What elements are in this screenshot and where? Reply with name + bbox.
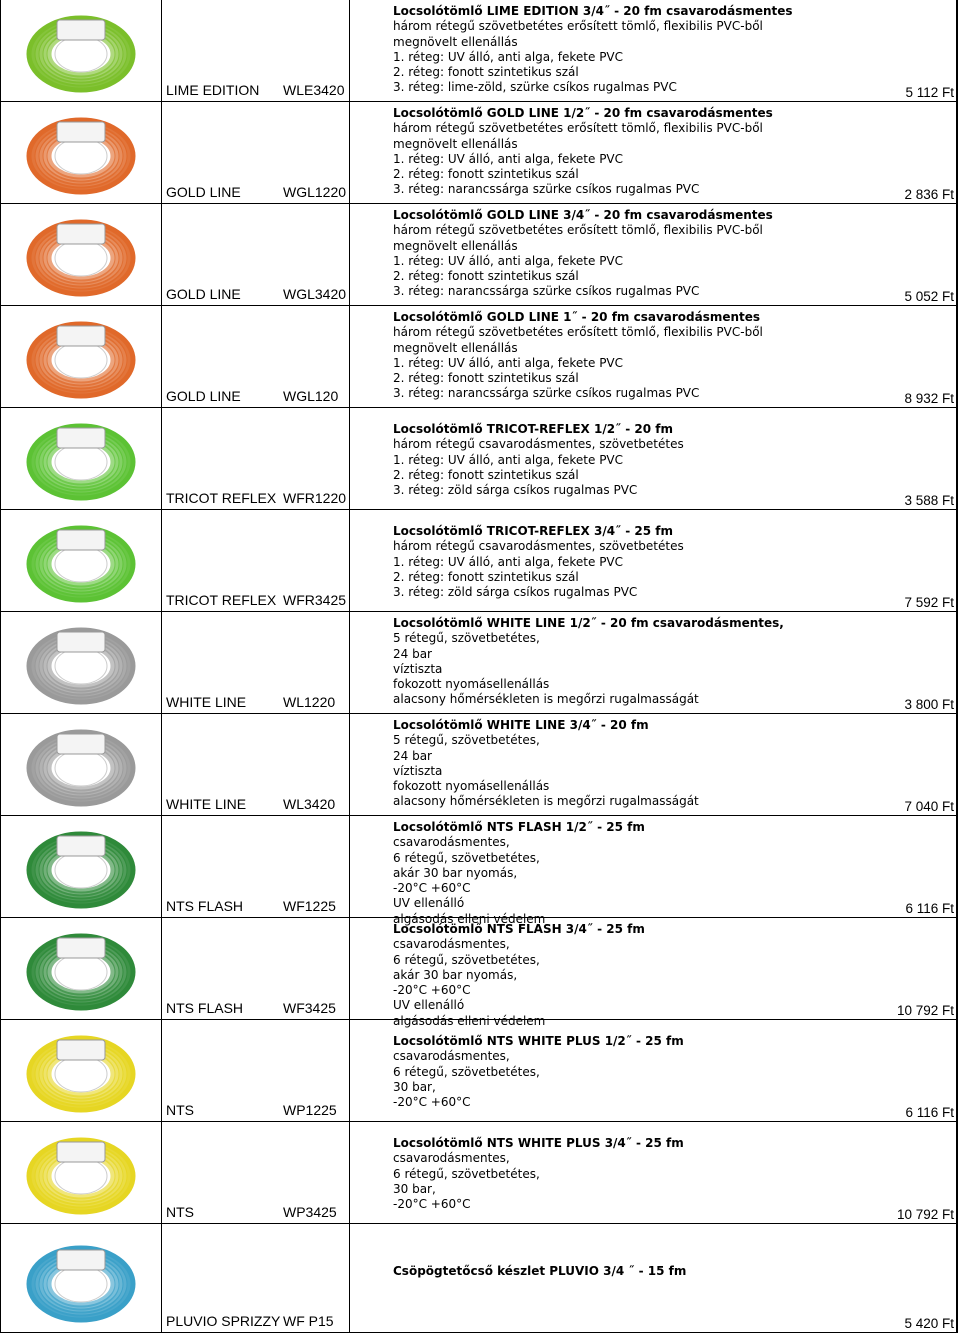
table-row xyxy=(0,1122,960,1224)
product-code-cell xyxy=(280,510,350,612)
product-name: NTS xyxy=(166,1102,194,1118)
description-line: csavarodásmentes, xyxy=(393,1151,510,1166)
product-name: TRICOT REFLEX xyxy=(166,490,277,506)
product-name: WHITE LINE xyxy=(166,796,247,812)
table-row xyxy=(0,714,960,816)
hose-reel-image xyxy=(21,516,141,606)
description-line: UV ellenálló xyxy=(393,896,465,911)
product-name-cell xyxy=(162,1224,280,1333)
product-name-cell xyxy=(162,612,280,714)
image-cell xyxy=(0,0,162,102)
product-code: WGL3420 xyxy=(283,286,347,302)
description-line: megnövelt ellenállás xyxy=(393,34,518,49)
hose-reel-image xyxy=(21,1236,141,1326)
price-cell xyxy=(828,306,958,408)
product-name: PLUVIO SPRIZZY xyxy=(166,1313,281,1329)
hose-reel-image xyxy=(21,108,141,198)
description-line: alacsony hőmérsékleten is megőrzi rugalmasságát xyxy=(393,692,699,707)
description-line: Locsolótömlő TRICOT-REFLEX 1/2˝ - 20 fm xyxy=(393,422,673,436)
product-name-cell xyxy=(162,204,280,306)
hose-reel-image xyxy=(21,414,141,504)
description-text-cell xyxy=(388,204,828,306)
description-text-cell xyxy=(388,1122,828,1224)
product-code-cell xyxy=(280,612,350,714)
price-cell xyxy=(828,1224,958,1333)
product-code-cell xyxy=(280,816,350,918)
product-price: 5 052 Ft xyxy=(904,289,954,304)
description-text-cell xyxy=(388,612,828,714)
product-code: WGL1220 xyxy=(283,184,347,200)
image-cell xyxy=(0,1122,162,1224)
product-name-cell xyxy=(162,408,280,510)
price-cell xyxy=(828,204,958,306)
price-cell xyxy=(828,816,958,918)
product-code: WL1220 xyxy=(283,694,336,710)
product-code-cell xyxy=(280,714,350,816)
description-text-cell xyxy=(388,816,828,926)
description-line: három rétegű csavarodásmentes, szövetbetétes xyxy=(393,437,684,452)
table-row xyxy=(0,408,960,510)
description-line: -20°C +60°C xyxy=(393,1197,471,1212)
hose-reel-image xyxy=(21,1026,141,1116)
description-cell xyxy=(350,306,388,408)
description-line: algásodás elleni védelem xyxy=(393,1013,546,1028)
product-code-cell xyxy=(280,0,350,102)
description-line: 1. réteg: UV álló, anti alga, fekete PVC xyxy=(393,49,624,64)
product-name: GOLD LINE xyxy=(166,184,241,200)
description-text-cell xyxy=(388,0,828,102)
price-cell xyxy=(828,918,958,1020)
description-line: 30 bar, xyxy=(393,1181,436,1196)
hose-reel-image xyxy=(21,618,141,708)
description-line: csavarodásmentes, xyxy=(393,937,510,952)
product-price: 5 112 Ft xyxy=(905,85,954,100)
product-name: NTS xyxy=(166,1204,194,1220)
product-price: 3 588 Ft xyxy=(904,493,954,508)
price-cell xyxy=(828,510,958,612)
description-line: 2. réteg: fonott szintetikus szál xyxy=(393,371,579,386)
description-text-cell xyxy=(388,1224,828,1333)
description-cell xyxy=(350,102,388,204)
product-name-cell xyxy=(162,918,280,1020)
description-line: -20°C +60°C xyxy=(393,1095,471,1110)
description-cell xyxy=(350,918,388,1020)
product-name-cell xyxy=(162,816,280,918)
product-price: 3 800 Ft xyxy=(904,697,954,712)
price-cell xyxy=(828,714,958,816)
product-code: WP3425 xyxy=(283,1204,337,1220)
description-line: 24 bar xyxy=(393,748,432,763)
description-line: -20°C +60°C xyxy=(393,983,471,998)
product-code-cell xyxy=(280,1020,350,1122)
description-text-cell xyxy=(388,102,828,204)
product-code-cell xyxy=(280,1224,350,1333)
description-line: megnövelt ellenállás xyxy=(393,136,518,151)
description-line: 2. réteg: fonott szintetikus szál xyxy=(393,269,579,284)
description-text-cell xyxy=(388,306,828,408)
description-cell xyxy=(350,612,388,714)
table-row xyxy=(0,306,960,408)
description-line: 6 rétegű, szövetbetétes, xyxy=(393,952,540,967)
description-line: három rétegű szövetbetétes erősített tömlő, flexibilis PVC-ből xyxy=(393,223,763,238)
description-line: csavarodásmentes, xyxy=(393,835,510,850)
product-name: NTS FLASH xyxy=(166,898,244,914)
product-price: 6 116 Ft xyxy=(905,901,954,916)
description-text-cell xyxy=(388,1020,828,1122)
product-description: Csöpögtetőcső készlet PLUVIO 3/4 ˝ - 15 fm xyxy=(393,1264,687,1278)
description-line: 3. réteg: zöld sárga csíkos rugalmas PVC xyxy=(393,585,638,600)
price-cell xyxy=(828,408,958,510)
description-line: Locsolótömlő WHITE LINE 3/4˝ - 20 fm xyxy=(393,718,649,732)
image-cell xyxy=(0,306,162,408)
product-name: TRICOT REFLEX xyxy=(166,592,277,608)
hose-reel-image xyxy=(21,6,141,96)
product-name-cell xyxy=(162,0,280,102)
description-line: 3. réteg: narancssárga szürke csíkos rugalmas PVC xyxy=(393,284,700,299)
description-line: Locsolótömlő GOLD LINE 3/4˝ - 20 fm csavarodásmentes xyxy=(393,208,773,222)
description-line: Locsolótömlő NTS WHITE PLUS 3/4˝ - 25 fm xyxy=(393,1136,684,1150)
product-price: 6 116 Ft xyxy=(905,1105,954,1120)
description-cell xyxy=(350,204,388,306)
image-cell xyxy=(0,1224,162,1333)
description-line: 1. réteg: UV álló, anti alga, fekete PVC xyxy=(393,554,624,569)
price-cell xyxy=(828,0,958,102)
table-row xyxy=(0,1224,960,1333)
description-cell xyxy=(350,1224,388,1333)
description-line: 30 bar, xyxy=(393,1079,436,1094)
product-code: WLE3420 xyxy=(283,82,345,98)
description-line: 3. réteg: narancssárga szürke csíkos rugalmas PVC xyxy=(393,182,700,197)
description-line: megnövelt ellenállás xyxy=(393,238,518,253)
price-cell xyxy=(828,1020,958,1122)
image-cell xyxy=(0,408,162,510)
description-line: víztiszta xyxy=(393,763,443,778)
price-cell xyxy=(828,102,958,204)
description-line: fokozott nyomásellenállás xyxy=(393,677,550,692)
image-cell xyxy=(0,918,162,1020)
product-code: WFR3425 xyxy=(283,592,347,608)
description-line: megnövelt ellenállás xyxy=(393,340,518,355)
price-cell xyxy=(828,1122,958,1224)
description-text-cell xyxy=(388,408,828,510)
product-name-cell xyxy=(162,102,280,204)
table-row xyxy=(0,816,960,926)
image-cell xyxy=(0,816,162,918)
description-line: 6 rétegű, szövetbetétes, xyxy=(393,1064,540,1079)
description-cell xyxy=(350,408,388,510)
image-cell xyxy=(0,714,162,816)
hose-reel-image xyxy=(21,312,141,402)
product-code: WL3420 xyxy=(283,796,336,812)
description-line: fokozott nyomásellenállás xyxy=(393,779,550,794)
description-line: Locsolótömlő GOLD LINE 1˝ - 20 fm csavarodásmentes xyxy=(393,310,761,324)
description-line: 2. réteg: fonott szintetikus szál xyxy=(393,65,579,80)
description-line: 2. réteg: fonott szintetikus szál xyxy=(393,167,579,182)
hose-reel-image xyxy=(21,720,141,810)
description-line: akár 30 bar nyomás, xyxy=(393,865,518,880)
product-code-cell xyxy=(280,204,350,306)
product-code-cell xyxy=(280,408,350,510)
price-cell xyxy=(828,612,958,714)
description-line: akár 30 bar nyomás, xyxy=(393,967,518,982)
description-line: Locsolótömlő WHITE LINE 1/2˝ - 20 fm csavarodásmentes, xyxy=(393,616,784,630)
product-code-cell xyxy=(280,102,350,204)
description-cell xyxy=(350,1020,388,1122)
description-cell xyxy=(350,0,388,102)
description-line: Locsolótömlő NTS FLASH 3/4˝ - 25 fm xyxy=(393,922,645,936)
description-cell xyxy=(350,510,388,612)
table-row xyxy=(0,612,960,714)
description-line: Locsolótömlő LIME EDITION 3/4˝ - 20 fm csavarodásmentes xyxy=(393,4,793,18)
description-cell xyxy=(350,714,388,816)
product-name: NTS FLASH xyxy=(166,1000,244,1016)
table-row xyxy=(0,204,960,306)
product-name: GOLD LINE xyxy=(166,286,241,302)
description-line: 3. réteg: lime-zöld, szürke csíkos rugalmas PVC xyxy=(393,80,677,95)
description-line: 5 rétegű, szövetbetétes, xyxy=(393,631,540,646)
product-code: WFR1220 xyxy=(283,490,347,506)
description-line: 3. réteg: narancssárga szürke csíkos rugalmas PVC xyxy=(393,386,700,401)
image-cell xyxy=(0,102,162,204)
image-cell xyxy=(0,1020,162,1122)
description-line: 24 bar xyxy=(393,646,432,661)
hose-reel-image xyxy=(21,924,141,1014)
product-name: GOLD LINE xyxy=(166,388,241,404)
description-text-cell xyxy=(388,918,828,1028)
description-line: 1. réteg: UV álló, anti alga, fekete PVC xyxy=(393,452,624,467)
product-price: 2 836 Ft xyxy=(904,187,954,202)
hose-reel-image xyxy=(21,822,141,912)
description-line: három rétegű szövetbetétes erősített tömlő, flexibilis PVC-ből xyxy=(393,121,763,136)
product-name: WHITE LINE xyxy=(166,694,247,710)
product-code-cell xyxy=(280,306,350,408)
hose-reel-image xyxy=(21,210,141,300)
description-line: 3. réteg: zöld sárga csíkos rugalmas PVC xyxy=(393,483,638,498)
product-price: 10 792 Ft xyxy=(896,1003,954,1018)
table-row xyxy=(0,0,960,102)
product-code: WF P15 xyxy=(283,1313,334,1329)
product-code: WGL120 xyxy=(283,388,339,404)
product-name-cell xyxy=(162,714,280,816)
description-line: Locsolótömlő GOLD LINE 1/2˝ - 20 fm csavarodásmentes xyxy=(393,106,773,120)
description-line: víztiszta xyxy=(393,661,443,676)
image-cell xyxy=(0,612,162,714)
description-text-cell xyxy=(388,714,828,816)
product-price: 8 932 Ft xyxy=(904,391,954,406)
description-line: Locsolótömlő NTS WHITE PLUS 1/2˝ - 25 fm xyxy=(393,1034,684,1048)
description-line: három rétegű szövetbetétes erősített tömlő, flexibilis PVC-ből xyxy=(393,325,763,340)
description-line: algásodás elleni védelem xyxy=(393,911,546,926)
table-row xyxy=(0,510,960,612)
product-code: WP1225 xyxy=(283,1102,337,1118)
table-row xyxy=(0,918,960,1028)
table-row xyxy=(0,102,960,204)
product-price: 10 792 Ft xyxy=(896,1207,954,1222)
description-line: 5 rétegű, szövetbetétes, xyxy=(393,733,540,748)
product-name: LIME EDITION xyxy=(166,82,260,98)
product-code: WF1225 xyxy=(283,898,336,914)
description-line: 6 rétegű, szövetbetétes, xyxy=(393,850,540,865)
description-line: három rétegű csavarodásmentes, szövetbetétes xyxy=(393,539,684,554)
table-row xyxy=(0,1020,960,1122)
description-line: UV ellenálló xyxy=(393,998,465,1013)
description-line: három rétegű szövetbetétes erősített tömlő, flexibilis PVC-ből xyxy=(393,19,763,34)
product-name-cell xyxy=(162,1020,280,1122)
description-text-cell xyxy=(388,510,828,612)
product-price: 7 040 Ft xyxy=(904,799,954,814)
description-line: Locsolótömlő TRICOT-REFLEX 3/4˝ - 25 fm xyxy=(393,524,673,538)
description-line: Locsolótömlő NTS FLASH 1/2˝ - 25 fm xyxy=(393,820,645,834)
image-cell xyxy=(0,204,162,306)
description-line: 1. réteg: UV álló, anti alga, fekete PVC xyxy=(393,253,624,268)
description-line: 2. réteg: fonott szintetikus szál xyxy=(393,569,579,584)
product-name-cell xyxy=(162,1122,280,1224)
product-name-cell xyxy=(162,510,280,612)
product-code-cell xyxy=(280,1122,350,1224)
image-cell xyxy=(0,510,162,612)
description-line: 1. réteg: UV álló, anti alga, fekete PVC xyxy=(393,151,624,166)
product-name-cell xyxy=(162,306,280,408)
description-line: 1. réteg: UV álló, anti alga, fekete PVC xyxy=(393,355,624,370)
description-line: 2. réteg: fonott szintetikus szál xyxy=(393,467,579,482)
description-line: csavarodásmentes, xyxy=(393,1049,510,1064)
description-cell xyxy=(350,1122,388,1224)
product-price: 5 420 Ft xyxy=(904,1316,954,1331)
product-code: WF3425 xyxy=(283,1000,336,1016)
description-line: 6 rétegű, szövetbetétes, xyxy=(393,1166,540,1181)
hose-reel-image xyxy=(21,1128,141,1218)
description-line: alacsony hőmérsékleten is megőrzi rugalmasságát xyxy=(393,794,699,809)
description-cell xyxy=(350,816,388,918)
product-price: 7 592 Ft xyxy=(904,595,954,610)
product-code-cell xyxy=(280,918,350,1020)
description-line: -20°C +60°C xyxy=(393,881,471,896)
